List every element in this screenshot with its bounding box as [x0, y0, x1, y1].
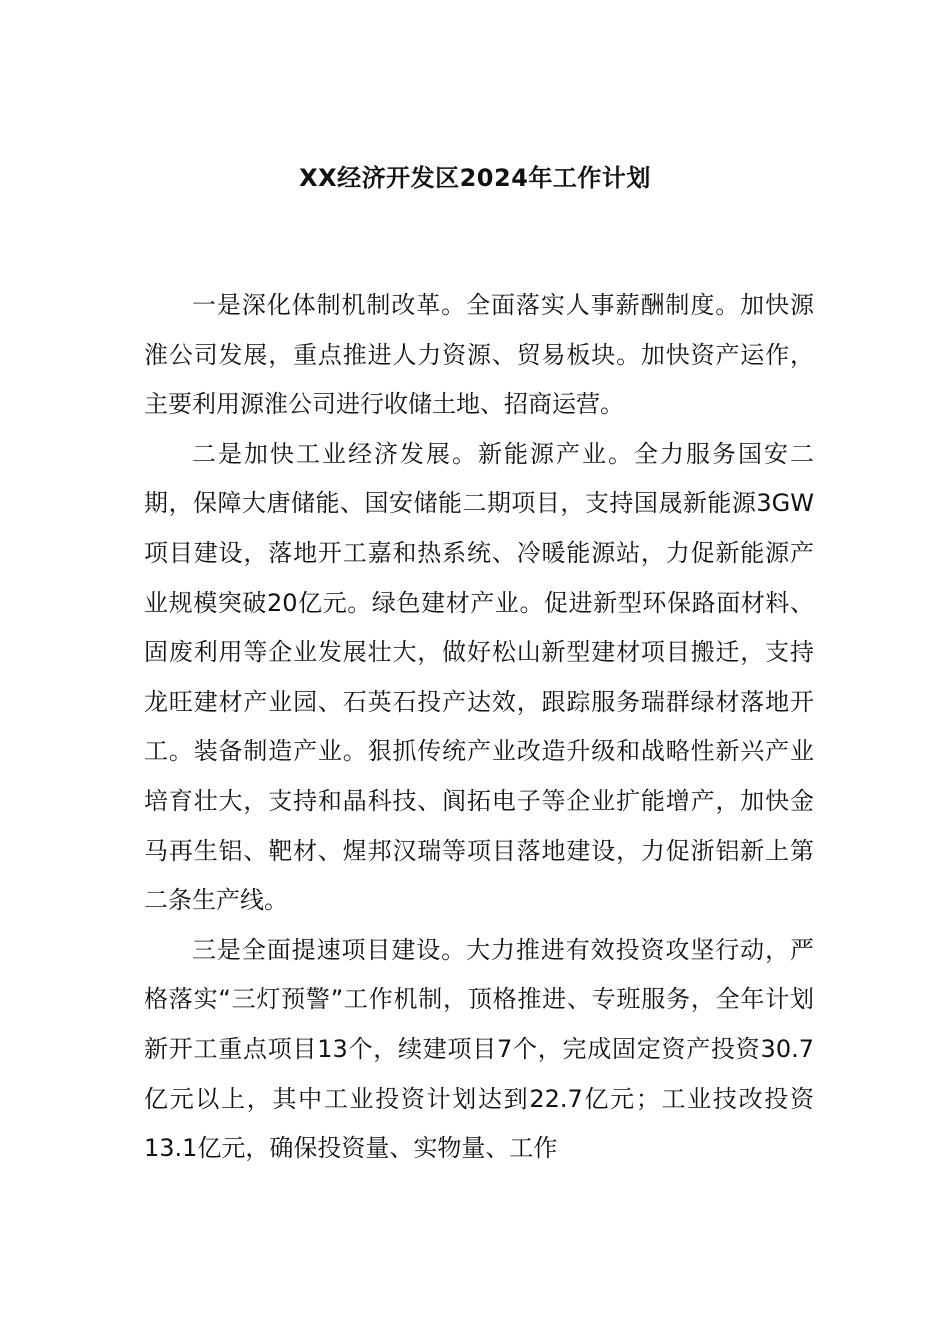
paragraph-industry: 二是加快工业经济发展。新能源产业。全力服务国安二期，保障大唐储能、国安储能二期项目，支持国晟新能源3GW项目建设，落地开工嘉和热系统、冷暖能源站，力促新能源产业规模突破20亿元。绿色建材产业。促进新型环保路面材料、固废利用等企业发展壮大，做好松山新型建材项目搬迁，支持龙旺建材产业园、石英石投产达效，跟踪服务瑞群绿材落地开工。装备制造产业。狠抓传统产业改造升级和战略性新兴产业培育壮大，支持和晶科技、阆拓电子等企业扩能增产，加快金马再生铝、靶材、煋邦汉瑞等项目落地建设，力促浙铝新上第二条生产线。: [144, 439, 814, 915]
paragraph-projects: 三是全面提速项目建设。大力推进有效投资攻坚行动，严格落实“三灯预警”工作机制，顶格推进、专班服务，全年计划新开工重点项目13个，续建项目7个，完成固定资产投资30.7亿元以上，其中工业投资计划达到22.7亿元；工业技改投资13.1亿元，确保投资量、实物量、工作: [144, 935, 814, 1163]
document-title: XX经济开发区2024年工作计划: [299, 164, 651, 192]
paragraph-reform: 一是深化体制机制改革。全面落实人事薪酬制度。加快源淮公司发展，重点推进人力资源、贸易板块。加快资产运作，主要利用源淮公司进行收储土地、招商运营。: [144, 291, 814, 419]
document-body: [144, 281, 814, 1174]
